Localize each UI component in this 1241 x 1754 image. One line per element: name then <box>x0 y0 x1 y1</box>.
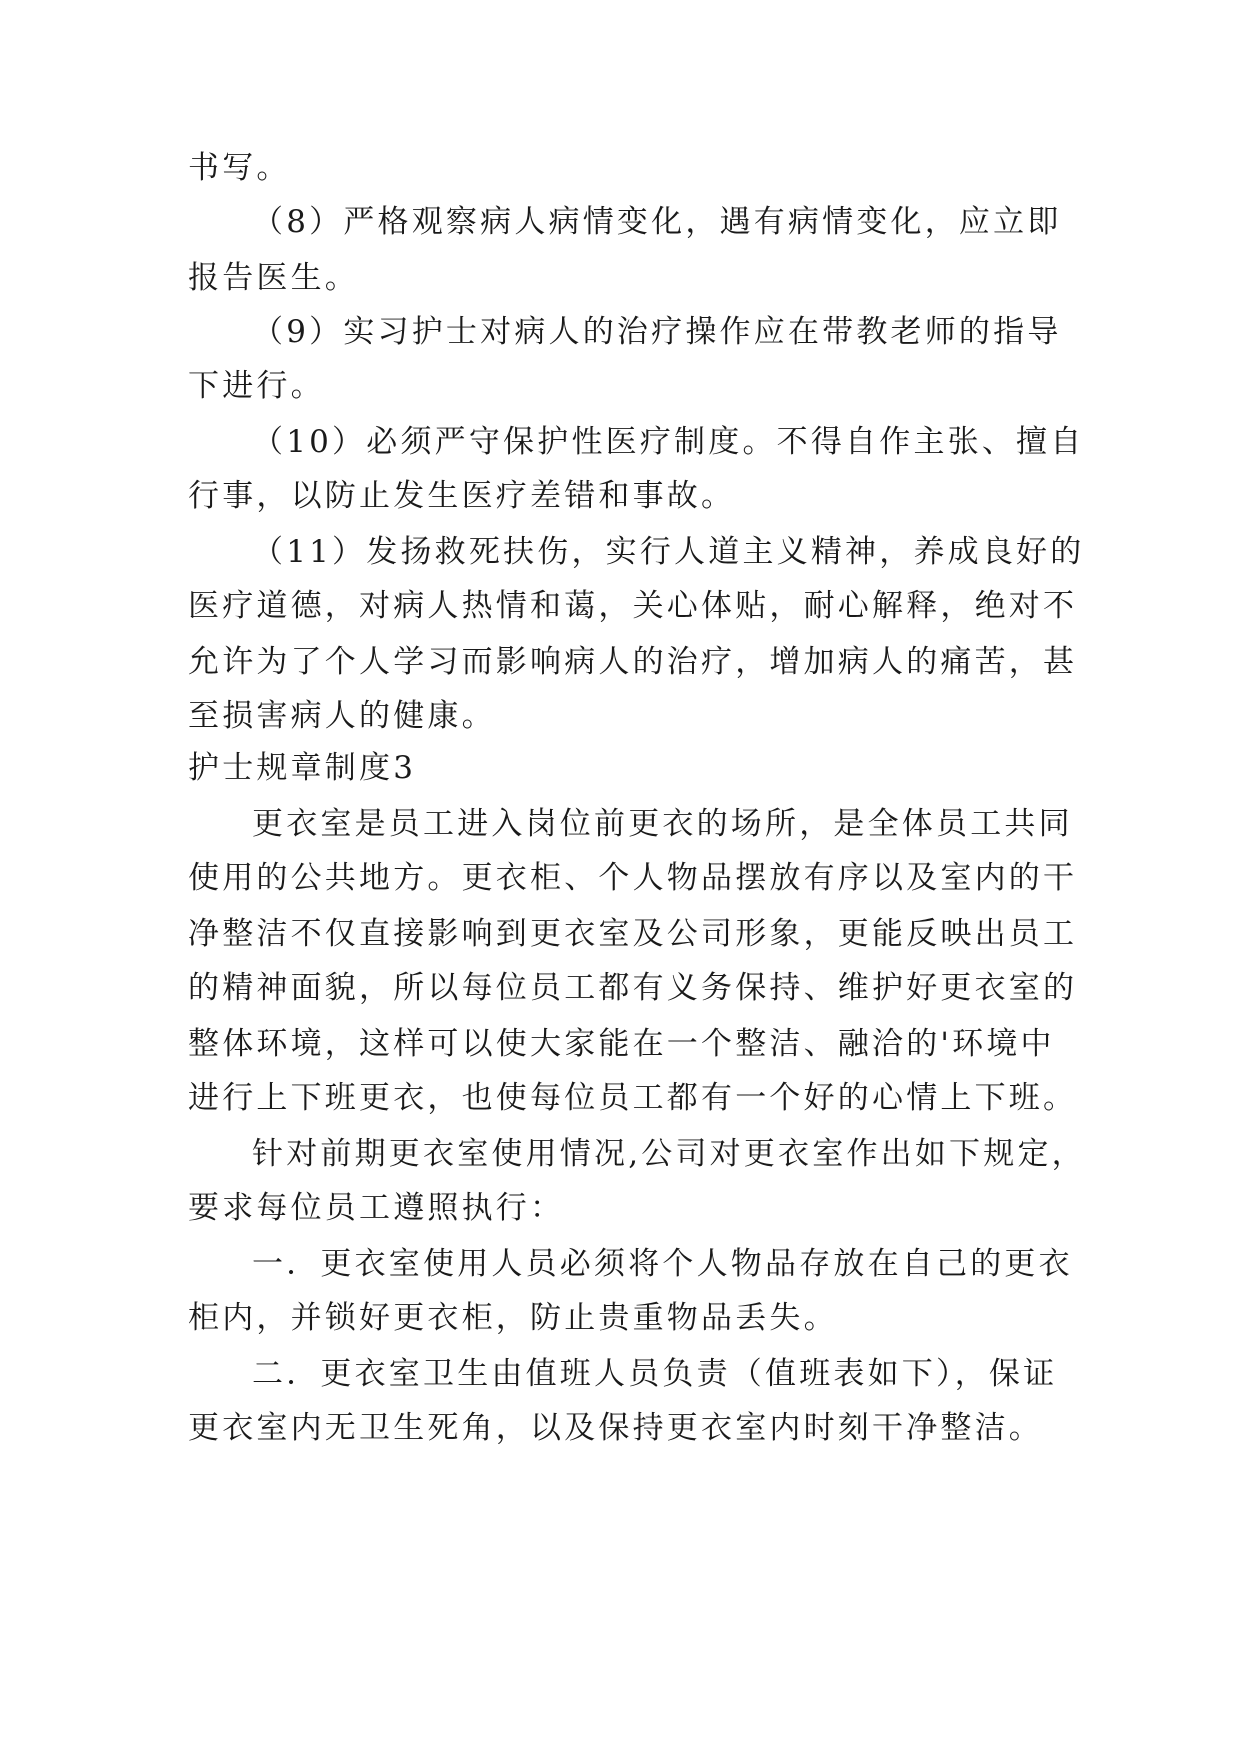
text-line: （10）必须严守保护性医疗制度。不得自作主张、擅自 <box>252 424 1085 460</box>
text-line: 针对前期更衣室使用情况,公司对更衣室作出如下规定， <box>252 1136 1086 1172</box>
text-line: 进行上下班更衣，也使每位员工都有一个好的心情上下班。 <box>188 1080 1078 1116</box>
text-line: 净整洁不仅直接影响到更衣室及公司形象，更能反映出员工 <box>188 916 1078 952</box>
text-line: 至损害病人的健康。 <box>188 698 496 734</box>
text-line: （9）实习护士对病人的治疗操作应在带教老师的指导 <box>252 314 1062 350</box>
text-line: （11）发扬救死扶伤，实行人道主义精神，养成良好的 <box>252 534 1085 570</box>
text-line: 要求每位员工遵照执行： <box>188 1190 565 1226</box>
text-line: 医疗道德，对病人热情和蔼，关心体贴，耐心解释，绝对不 <box>188 588 1078 624</box>
text-line: 一．更衣室使用人员必须将个人物品存放在自己的更衣 <box>252 1246 1073 1282</box>
text-line: 整体环境，这样可以使大家能在一个整洁、融洽的'环境中 <box>188 1026 1055 1062</box>
text-line: 二．更衣室卫生由值班人员负责（值班表如下），保证 <box>252 1356 1058 1392</box>
text-line: 报告医生。 <box>188 260 359 296</box>
text-line: 更衣室内无卫生死角，以及保持更衣室内时刻干净整洁。 <box>188 1410 1043 1446</box>
text-line: 使用的公共地方。更衣柜、个人物品摆放有序以及室内的干 <box>188 860 1078 896</box>
text-line: （8）严格观察病人病情变化，遇有病情变化，应立即 <box>252 204 1062 240</box>
text-line: 行事，以防止发生医疗差错和事故。 <box>188 478 736 514</box>
text-line: 书写。 <box>188 150 291 186</box>
text-line: 柜内，并锁好更衣柜，防止贵重物品丢失。 <box>188 1300 838 1336</box>
text-line: 的精神面貌，所以每位员工都有义务保持、维护好更衣室的 <box>188 970 1078 1006</box>
section-heading: 护士规章制度3 <box>188 750 417 786</box>
text-line: 更衣室是员工进入岗位前更衣的场所，是全体员工共同 <box>252 806 1073 842</box>
text-line: 允许为了个人学习而影响病人的治疗，增加病人的痛苦，甚 <box>188 644 1078 680</box>
text-line: 下进行。 <box>188 368 325 404</box>
